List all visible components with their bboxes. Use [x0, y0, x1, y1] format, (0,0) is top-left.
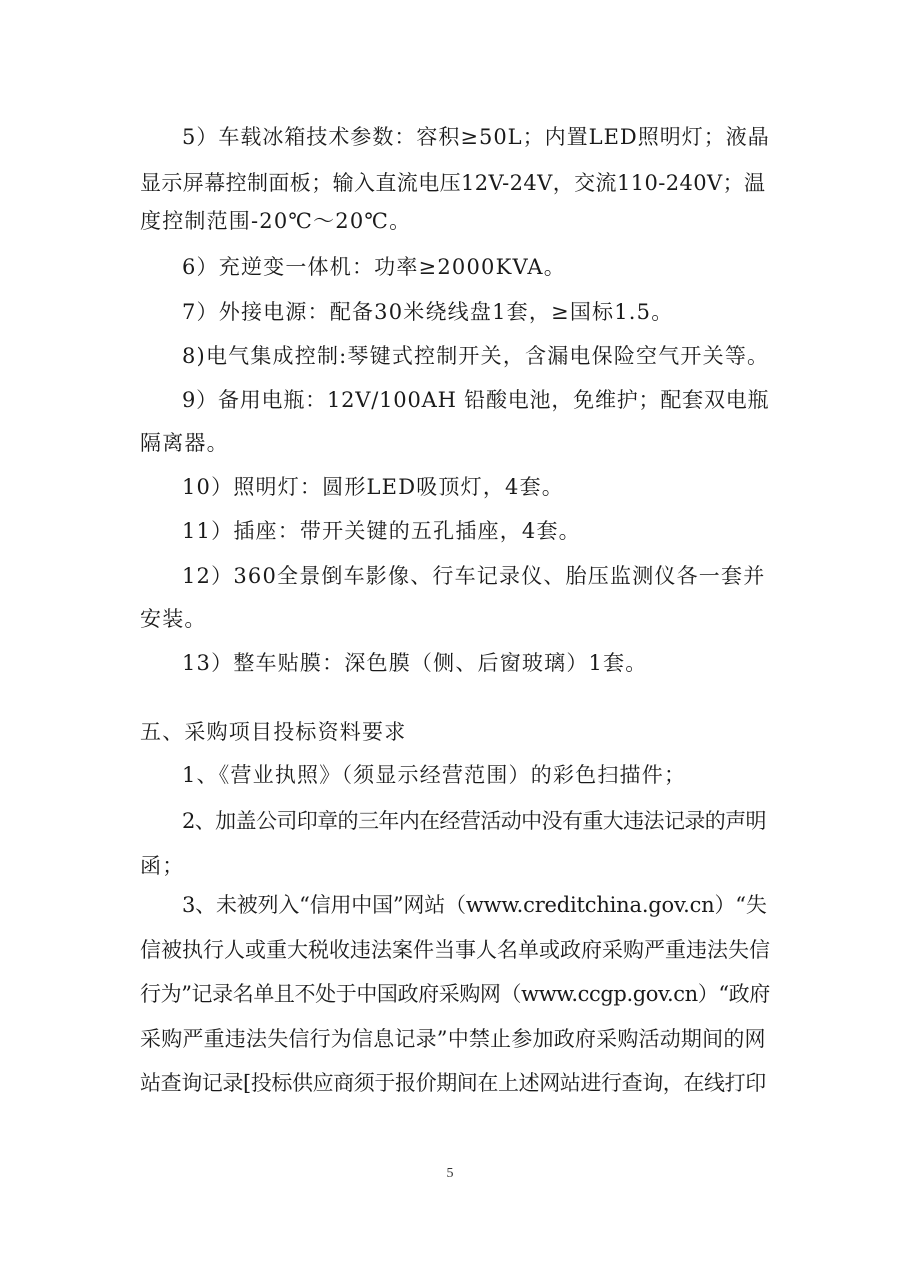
requirement-2-line-2: 函； — [140, 854, 185, 878]
requirement-1-line: 1、《营业执照》（须显示经营范围）的彩色扫描件； — [182, 763, 687, 787]
requirement-3-line-4: 采购严重违法失信行为信息记录”中禁止参加政府采购活动期间的网 — [140, 1027, 766, 1051]
item-5-line-3: 度控制范围-20℃～20℃。 — [140, 209, 412, 233]
item-5-line-2: 显示屏幕控制面板；输入直流电压12V-24V，交流110-240V；温 — [140, 171, 766, 195]
item-9-line-1: 9）备用电瓶：12V/100AH 铅酸电池，免维护；配套双电瓶 — [182, 388, 770, 412]
item-11-line: 11）插座：带开关键的五孔插座，4套。 — [182, 519, 581, 543]
item-12-line-2: 安装。 — [140, 607, 207, 631]
requirement-3-line-2: 信被执行人或重大税收违法案件当事人名单或政府采购严重违法失信 — [140, 938, 770, 962]
section-heading: 五、采购项目投标资料要求 — [140, 720, 407, 744]
item-13-line: 13）整车贴膜：深色膜（侧、后窗玻璃）1套。 — [182, 651, 648, 675]
item-8-line: 8)电气集成控制:琴键式控制开关，含漏电保险空气开关等。 — [182, 344, 770, 368]
page-number: 5 — [446, 1166, 454, 1181]
item-5-line-1: 5）车载冰箱技术参数：容积≥50L；内置LED照明灯；液晶 — [182, 125, 770, 149]
requirement-3-line-1: 3、未被列入“信用中国”网站（www.creditchina.gov.cn）“失 — [182, 893, 767, 917]
item-9-line-2: 隔离器。 — [140, 431, 229, 455]
requirement-3-line-5: 站查询记录[投标供应商须于报价期间在上述网站进行查询，在线打印 — [140, 1071, 766, 1095]
item-6-line: 6）充逆变一体机：功率≥2000KVA。 — [182, 255, 566, 279]
item-12-line-1: 12）360全景倒车影像、行车记录仪、胎压监测仪各一套并 — [182, 564, 766, 588]
item-10-line: 10）照明灯：圆形LED吸顶灯，4套。 — [182, 475, 564, 499]
item-7-line: 7）外接电源：配备30米绕线盘1套，≥国标1.5。 — [182, 300, 674, 324]
requirement-2-line-1: 2、加盖公司印章的三年内在经营活动中没有重大违法记录的声明 — [182, 809, 766, 833]
requirement-3-line-3: 行为”记录名单且不处于中国政府采购网（www.ccgp.gov.cn）“政府 — [140, 982, 770, 1006]
